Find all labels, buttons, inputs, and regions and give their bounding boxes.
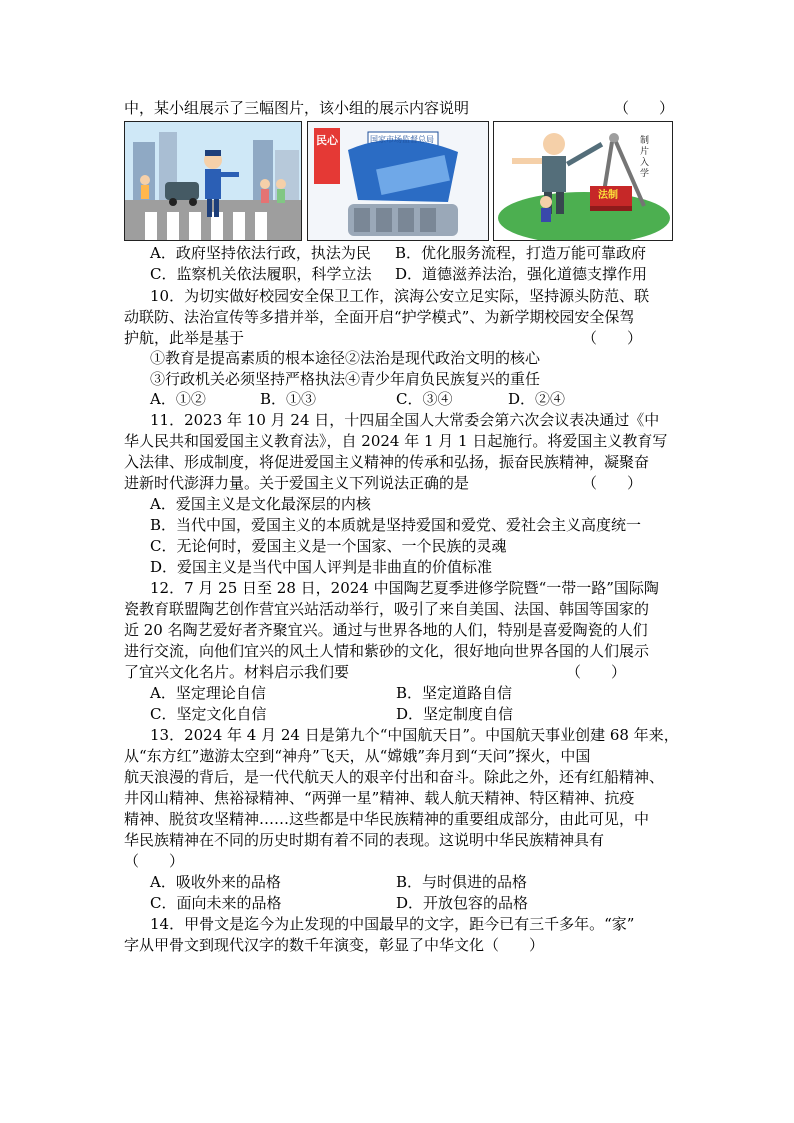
- q12-stem-1: 12．7 月 25 日至 28 日，2024 中国陶艺夏季进修学院暨“一带一路”国际陶: [150, 579, 659, 597]
- q12-option-c: C．坚定文化自信: [150, 705, 267, 723]
- q12-option-a: A．坚定理论自信: [150, 684, 266, 702]
- q10-statements-2: ③行政机关必须坚持严格执法④青少年肩负民族复兴的重任: [150, 370, 541, 388]
- q11-stem-1: 11．2023 年 10 月 24 日，十四届全国人大常委会第六次会议表决通过《中: [150, 411, 660, 429]
- q13-stem-4: 井冈山精神、焦裕禄精神、“两弹一星”精神、载人航天精神、特区精神、抗疫: [124, 789, 635, 807]
- q10-option-b: B．①③: [260, 390, 317, 408]
- police-crosswalk-picture: [124, 121, 302, 241]
- q11-stem-3: 入法律、形成制度，将促进爱国主义精神的传承和弘扬，振奋民族精神，凝聚奋: [124, 453, 650, 471]
- q10-stem-2: 动联防、法治宣传等多措并举，全面开启“护学模式”、为新学期校园安全保驾: [124, 308, 635, 326]
- q9-option-c: C．监察机关依法履职，科学立法: [150, 265, 372, 283]
- q9-stem-end: 中，某小组展示了三幅图片，该小组的展示内容说明: [124, 99, 470, 117]
- q10-stem-3: 护航，此举是基于: [124, 329, 245, 347]
- q9-option-d: D．道德滋养法治，强化道德支撑作用: [395, 265, 648, 283]
- q13-stem-1: 13．2024 年 4 月 24 日是第九个“中国航天日”。中国航天事业创建 68 年来，: [150, 726, 679, 744]
- q12-stem-4: 进行交流，向他们宜兴的风土人情和紫砂的文化，很好地向世界各国的人们展示: [124, 642, 650, 660]
- q10-statements-1: ①教育是提高素质的根本途径②法治是现代政治文明的核心: [150, 349, 541, 367]
- q13-option-d: D．开放包容的品格: [396, 894, 529, 912]
- red-banner-text: 民心: [316, 134, 338, 147]
- q12-stem-2: 瓷教育联盟陶艺创作营宜兴站活动举行，吸引了来自美国、法国、韩国等国家的: [124, 600, 650, 618]
- q10-stem-1: 10．为切实做好校园安全保卫工作，滨海公安立足实际，坚持源头防范、联: [150, 287, 650, 305]
- q13-option-a: A．吸收外来的品格: [150, 873, 281, 891]
- q9-option-a: A．政府坚持依法行政，执法为民: [150, 244, 371, 262]
- q13-stem-6: 华民族精神在不同的历史时期有着不同的表现。这说明中华民族精神具有: [124, 831, 605, 849]
- q13-answer-bracket: （ ）: [124, 852, 185, 870]
- q14-stem-1: 14．甲骨文是迄今为止发现的中国最早的文字，距今已有三千多年。“家”: [150, 915, 635, 933]
- q9-option-b: B．优化服务流程，打造万能可靠政府: [395, 244, 647, 262]
- q10-option-d: D．②④: [508, 390, 566, 408]
- q10-answer-bracket: （ ）: [582, 329, 643, 347]
- q14-stem-2: 字从甲骨文到现代汉字的数千年演变，彰显了中华文化（ ）: [124, 936, 545, 954]
- q11-stem-2: 华人民共和国爱国主义教育法》，自 2024 年 1 月 1 日起施行。将爱国主义教育写: [124, 432, 668, 450]
- q10-option-c: C．③④: [396, 390, 453, 408]
- q12-stem-5: 了宜兴文化名片。材料启示我们要: [124, 663, 350, 681]
- q11-option-a: A．爱国主义是文化最深层的内核: [150, 495, 371, 513]
- q10-option-a: A．①②: [150, 390, 206, 408]
- q13-option-c: C．面向未来的品格: [150, 894, 282, 912]
- q12-option-b: B．坚定道路自信: [396, 684, 513, 702]
- book-title: 法制: [598, 190, 618, 201]
- q11-answer-bracket: （ ）: [582, 474, 643, 492]
- q12-option-d: D．坚定制度自信: [396, 705, 514, 723]
- stamp-hand-picture: [307, 121, 489, 241]
- q13-stem-2: 从“东方红”遨游太空到“神舟”飞天，从“嫦娥”奔月到“天问”探火，中国: [124, 747, 591, 765]
- q11-option-b: B．当代中国，爱国主义的本质就是坚持爱国和爱党、爱社会主义高度统一: [150, 516, 642, 534]
- vertical-label: 制片入学: [640, 136, 650, 179]
- q9-picture-strip: [124, 121, 673, 241]
- q9-answer-bracket: （ ）: [614, 99, 675, 117]
- q11-option-c: C．无论何时，爱国主义是一个国家、一个民族的灵魂: [150, 537, 507, 555]
- q12-stem-3: 近 20 名陶艺爱好者齐聚宜兴。通过与世界各地的人们，特别是喜爱陶瓷的人们: [124, 621, 648, 639]
- q13-stem-5: 精神、脱贫攻坚精神……这些都是中华民族精神的重要组成部分，由此可见，中: [124, 810, 650, 828]
- q11-option-d: D．爱国主义是当代中国人评判是非曲直的价值标准: [150, 558, 493, 576]
- q13-option-b: B．与时俱进的品格: [396, 873, 528, 891]
- q13-stem-3: 航天浪漫的背后，是一代代航天人的艰辛付出和奋斗。除此之外，还有红船精神、: [124, 768, 665, 786]
- agency-sign: 国家市场监督总局: [370, 135, 434, 144]
- official-book-picture: [493, 121, 673, 241]
- q11-stem-4: 进新时代澎湃力量。关于爱国主义下列说法正确的是: [124, 474, 470, 492]
- q12-answer-bracket: （ ）: [566, 663, 627, 681]
